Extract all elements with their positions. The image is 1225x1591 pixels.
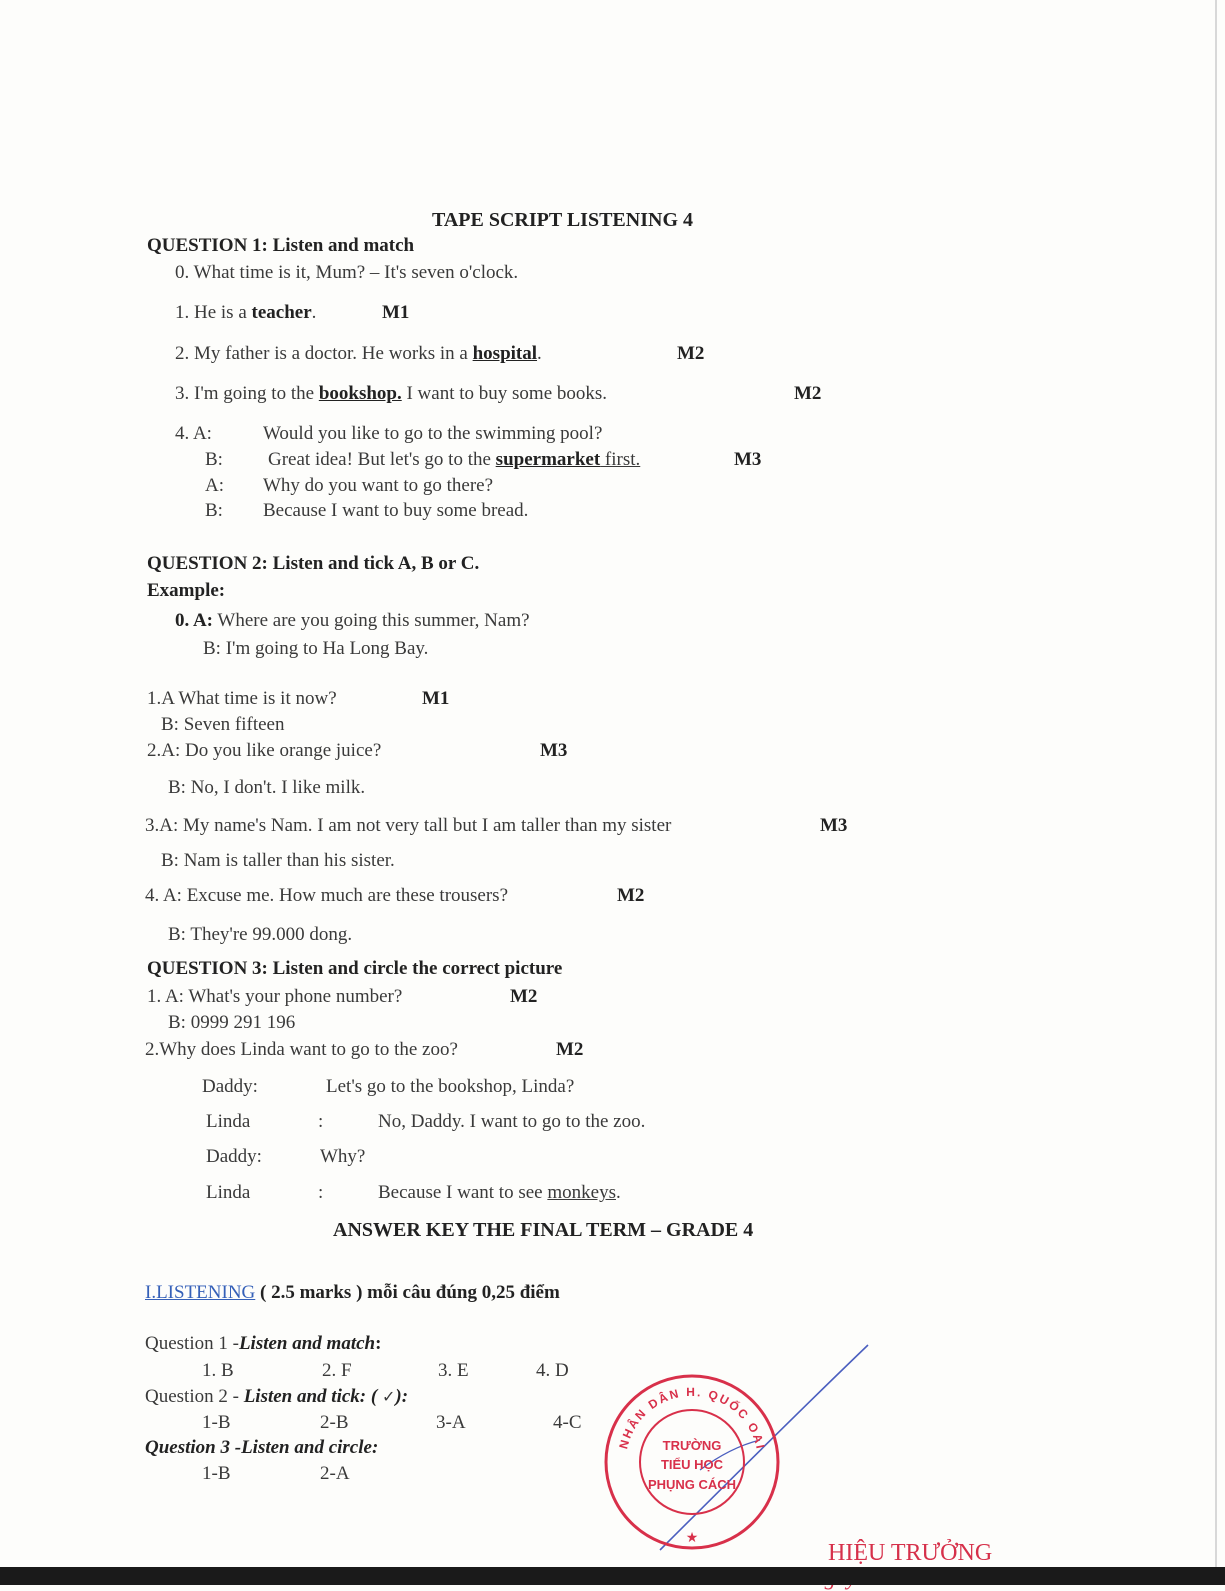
q1-line-3 bbox=[175, 383, 607, 405]
q3-dialog-1-speaker: Daddy: bbox=[202, 1076, 258, 1097]
q2-line-4: 4. A: Excuse me. How much are these trousers? bbox=[145, 885, 509, 906]
listening-marks: ( 2.5 marks ) mỗi câu đúng 0,25 điểm bbox=[255, 1282, 560, 1303]
key-q2-task-end: ): bbox=[395, 1386, 409, 1407]
q1-line-4-text-b-start: Great idea! But let's go to the bbox=[268, 449, 496, 470]
q3-heading: QUESTION 3: Listen and circle the correct picture bbox=[147, 958, 563, 979]
q2-line-4b: B: They're 99.000 dong. bbox=[168, 924, 353, 945]
q3-level-2: M2 bbox=[556, 1039, 584, 1060]
key-q1-answer-2: 2. F bbox=[322, 1360, 352, 1381]
star-icon: ★ bbox=[685, 1531, 699, 1546]
q2-line-1: 1.A What time is it now? bbox=[147, 688, 337, 709]
key-q1-answer-3: 3. E bbox=[438, 1360, 469, 1381]
q3-keyword-monkeys: monkeys bbox=[547, 1182, 616, 1203]
q1-line-2 bbox=[175, 343, 542, 365]
q1-line-4-text-b bbox=[268, 449, 640, 471]
listening-label: I.LISTENING bbox=[145, 1282, 256, 1303]
q3-dialog-2-speaker: Linda bbox=[206, 1111, 251, 1132]
q1-line-0: 0. What time is it, Mum? – It's seven o'clock. bbox=[175, 262, 519, 283]
q1-keyword-hospital: hospital bbox=[472, 343, 538, 364]
key-q2-answer-4: 4-C bbox=[553, 1412, 582, 1433]
key-q1-prefix: Question 1 - bbox=[145, 1333, 239, 1354]
q1-line-4-text-b2: Because I want to buy some bread. bbox=[263, 500, 529, 521]
stamp-line-2: TIỂU HỌC bbox=[660, 1457, 724, 1472]
q3-level-1: M2 bbox=[510, 986, 538, 1007]
q1-line-4-speaker-a2: A: bbox=[205, 475, 224, 496]
q3-dialog-4-text bbox=[378, 1182, 621, 1204]
q1-line-1 bbox=[175, 302, 316, 324]
q2-example-a bbox=[175, 610, 530, 632]
listening-heading bbox=[145, 1282, 560, 1304]
principal-title: HIỆU TRƯỞNG bbox=[828, 1540, 993, 1566]
q1-line-4-text-a: Would you like to go to the swimming pool? bbox=[263, 423, 603, 444]
q2-example-label: Example: bbox=[147, 580, 226, 601]
q1-heading: QUESTION 1: Listen and match bbox=[147, 235, 415, 256]
key-q1-answer-4: 4. D bbox=[536, 1360, 569, 1381]
q3-dialog-4-speaker: Linda bbox=[206, 1182, 251, 1203]
q2-level-2: M3 bbox=[540, 740, 568, 761]
q1-line-2-end: . bbox=[537, 343, 542, 364]
q2-level-4: M2 bbox=[617, 885, 645, 906]
q1-level-3: M2 bbox=[794, 383, 822, 404]
stamp-line-3: PHỤNG CÁCH bbox=[647, 1477, 737, 1492]
q2-heading: QUESTION 2: Listen and tick A, B or C. bbox=[147, 553, 480, 574]
tape-script-title: TAPE SCRIPT LISTENING 4 bbox=[432, 209, 693, 231]
q3-dialog-2-text: No, Daddy. I want to go to the zoo. bbox=[378, 1111, 646, 1132]
q1-level-1: M1 bbox=[382, 302, 410, 323]
q1-line-4-speaker-b2: B: bbox=[205, 500, 223, 521]
q3-line-1: 1. A: What's your phone number? bbox=[147, 986, 403, 1007]
q2-line-1b: B: Seven fifteen bbox=[161, 714, 285, 735]
q1-line-3-end: I want to buy some books. bbox=[401, 383, 608, 404]
q2-example-a-text: Where are you going this summer, Nam? bbox=[213, 610, 530, 631]
q1-line-4-text-a2: Why do you want to go there? bbox=[263, 475, 494, 496]
q2-example-a-speaker: 0. A: bbox=[175, 610, 213, 631]
q2-line-3b: B: Nam is taller than his sister. bbox=[161, 850, 395, 871]
q1-keyword-teacher: teacher bbox=[251, 302, 312, 323]
key-q1-heading: Question 1 -Listen and match: bbox=[145, 1333, 382, 1354]
q2-example-b: B: I'm going to Ha Long Bay. bbox=[203, 638, 429, 659]
q3-dialog-3-speaker: Daddy: bbox=[206, 1146, 262, 1167]
scan-bottom-border bbox=[0, 1567, 1225, 1585]
q1-keyword-bookshop: bookshop. bbox=[318, 383, 402, 404]
key-q3-heading: Question 3 -Listen and circle: bbox=[145, 1437, 379, 1458]
q2-line-2: 2.A: Do you like orange juice? bbox=[147, 740, 382, 761]
q2-level-3: M3 bbox=[820, 815, 848, 836]
key-q2-answer-3: 3-A bbox=[436, 1412, 466, 1433]
key-q2-heading bbox=[145, 1386, 408, 1408]
school-stamp bbox=[602, 1372, 782, 1552]
q3-dialog-1-text: Let's go to the bookshop, Linda? bbox=[326, 1076, 575, 1097]
key-q2-answer-2: 2-B bbox=[320, 1412, 349, 1433]
q3-line-2: 2.Why does Linda want to go to the zoo? bbox=[145, 1039, 458, 1060]
q1-level-4: M3 bbox=[734, 449, 762, 470]
answer-key-title: ANSWER KEY THE FINAL TERM – GRADE 4 bbox=[333, 1219, 754, 1241]
q2-line-3: 3.A: My name's Nam. I am not very tall but I am taller than my sister bbox=[145, 815, 672, 836]
q2-level-1: M1 bbox=[422, 688, 450, 709]
q3-dialog-4-colon: : bbox=[318, 1182, 324, 1203]
q3-dialog-4-text-start: Because I want to see bbox=[378, 1182, 548, 1203]
q3-line-1b: B: 0999 291 196 bbox=[168, 1012, 296, 1033]
key-q2-prefix: Question 2 - bbox=[145, 1386, 244, 1407]
q1-line-3-text: 3. I'm going to the bbox=[175, 383, 319, 404]
q2-line-2b: B: No, I don't. I like milk. bbox=[168, 777, 366, 798]
stamp-line-1: TRƯỜNG bbox=[662, 1438, 722, 1453]
q1-line-1-end: . bbox=[311, 302, 317, 323]
stamp-ring-text: NHÂN DÂN H. QUỐC OAI bbox=[616, 1384, 768, 1452]
key-q3-answer-1: 1-B bbox=[202, 1463, 231, 1484]
q1-line-1-text: 1. He is a bbox=[175, 302, 252, 323]
q3-dialog-2-colon: : bbox=[318, 1111, 324, 1132]
q3-dialog-4-text-end: . bbox=[615, 1182, 621, 1203]
scan-edge bbox=[1215, 0, 1217, 1585]
tick-icon: ✓ bbox=[381, 1387, 396, 1406]
q1-line-4-speaker-a: 4. A: bbox=[175, 423, 212, 444]
q1-line-2-text: 2. My father is a doctor. He works in a bbox=[175, 343, 473, 364]
key-q1-answer-1: 1. B bbox=[202, 1360, 234, 1381]
q3-dialog-3-text: Why? bbox=[320, 1146, 366, 1167]
q1-line-4-text-b-end: first. bbox=[600, 449, 641, 470]
key-q2-answer-1: 1-B bbox=[202, 1412, 231, 1433]
key-q2-task: Listen and tick: ( bbox=[243, 1386, 382, 1407]
q1-keyword-supermarket: supermarket bbox=[495, 449, 601, 470]
q1-level-2: M2 bbox=[677, 343, 705, 364]
key-q3-answer-2: 2-A bbox=[320, 1463, 350, 1484]
q1-line-4-speaker-b: B: bbox=[205, 449, 223, 470]
key-q1-task: Listen and match bbox=[238, 1333, 376, 1354]
